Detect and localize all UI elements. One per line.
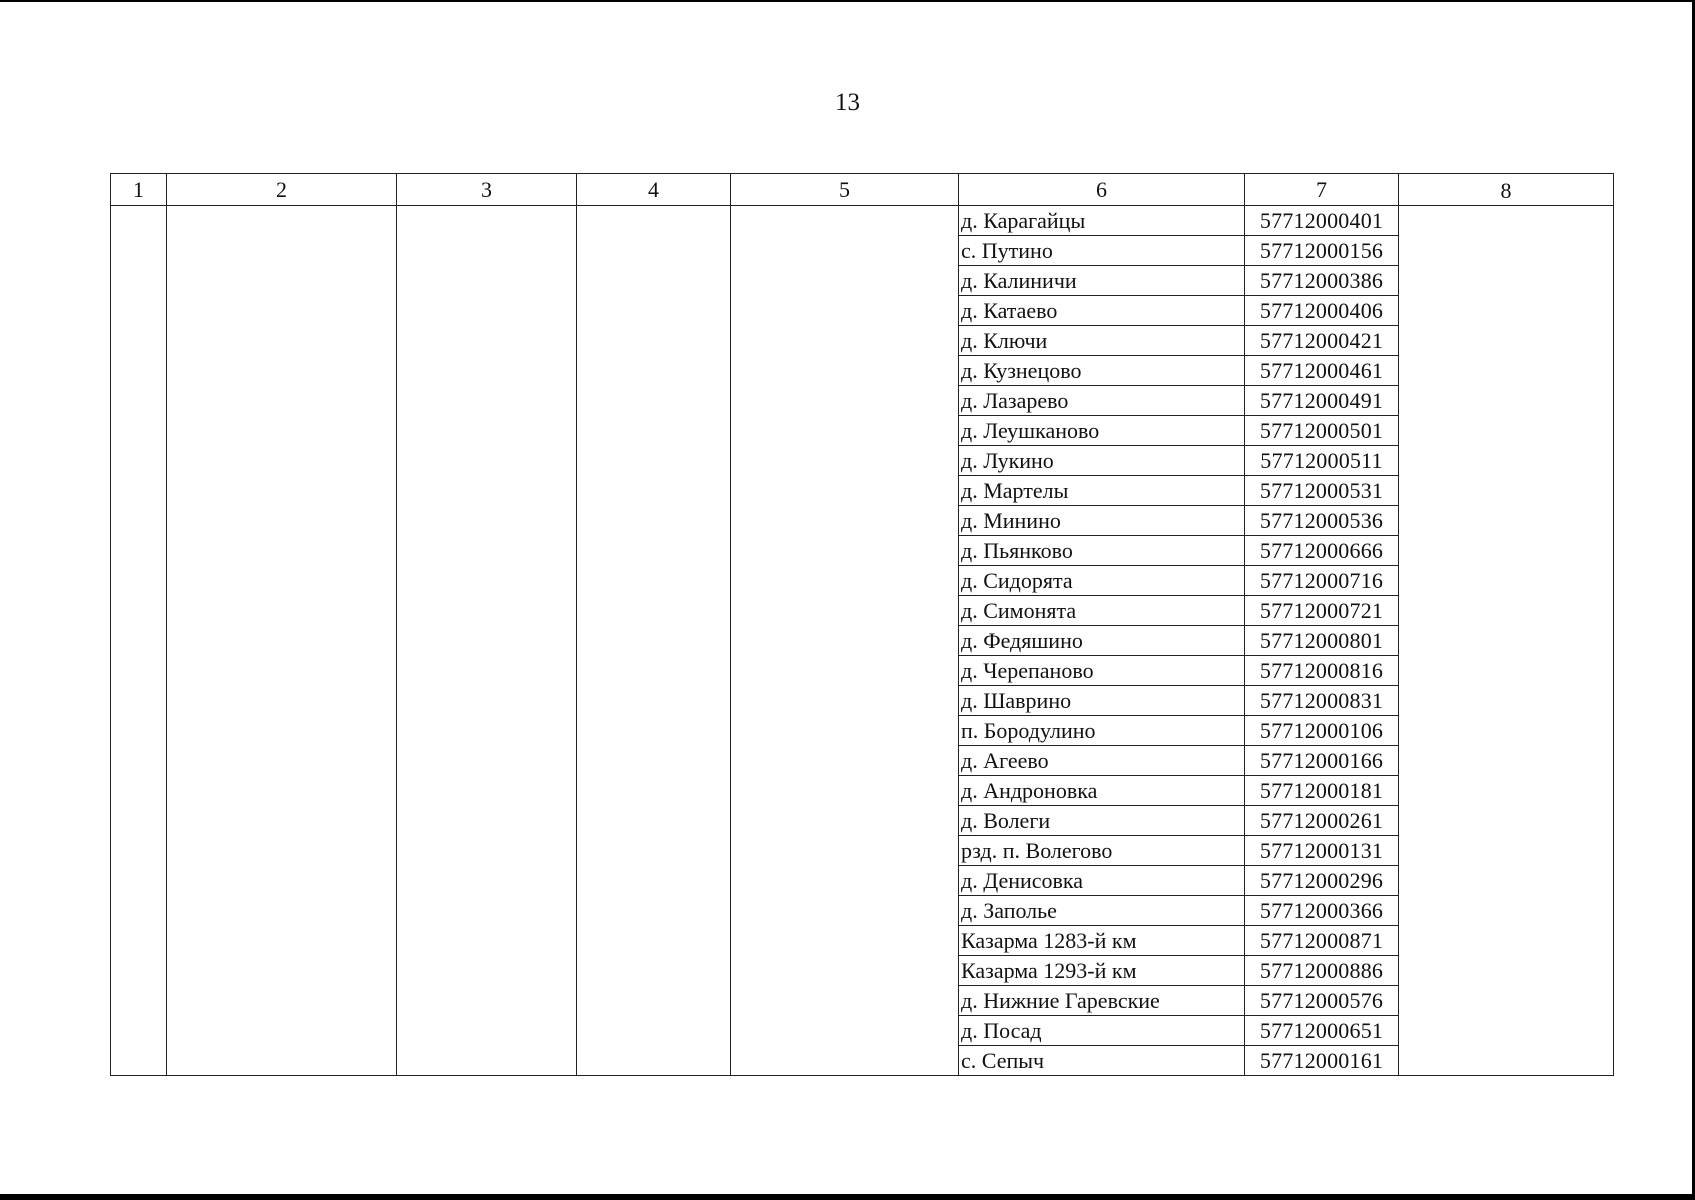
settlement-name-cell: Казарма 1283-й км: [959, 926, 1245, 956]
settlement-name-cell: д. Агеево: [959, 746, 1245, 776]
oktmo-code-cell: 57712000511: [1245, 446, 1399, 476]
table-body: [111, 174, 1614, 1076]
column-header-1: 1: [111, 174, 167, 206]
settlement-name-cell: п. Бородулино: [959, 716, 1245, 746]
column-header-7: 7: [1245, 174, 1399, 206]
oktmo-code-cell: 57712000106: [1245, 716, 1399, 746]
oktmo-code-cell: 57712000721: [1245, 596, 1399, 626]
settlement-name-cell: д. Леушканово: [959, 416, 1245, 446]
oktmo-code-cell: 57712000166: [1245, 746, 1399, 776]
column-header-8: 8: [1399, 174, 1614, 206]
column-3-cell: [397, 206, 577, 1076]
oktmo-code-cell: 57712000666: [1245, 536, 1399, 566]
oktmo-code-cell: 57712000801: [1245, 626, 1399, 656]
oktmo-code-cell: 57712000491: [1245, 386, 1399, 416]
oktmo-code-cell: 57712000261: [1245, 806, 1399, 836]
oktmo-code-cell: 57712000461: [1245, 356, 1399, 386]
settlement-name-cell: д. Волеги: [959, 806, 1245, 836]
header-row: [111, 174, 1614, 206]
column-8-cell: [1399, 206, 1614, 1076]
oktmo-code-cell: 57712000871: [1245, 926, 1399, 956]
scan-edge-top: [0, 0, 1695, 2]
settlement-name-cell: д. Андроновка: [959, 776, 1245, 806]
oktmo-code-cell: 57712000501: [1245, 416, 1399, 446]
settlement-name-cell: д. Посад: [959, 1016, 1245, 1046]
settlement-name-cell: д. Мартелы: [959, 476, 1245, 506]
settlement-name-cell: д. Кузнецово: [959, 356, 1245, 386]
oktmo-code-cell: 57712000296: [1245, 866, 1399, 896]
settlement-name-cell: д. Катаево: [959, 296, 1245, 326]
column-header-4: 4: [577, 174, 731, 206]
oktmo-code-cell: 57712000531: [1245, 476, 1399, 506]
oktmo-code-cell: 57712000156: [1245, 236, 1399, 266]
oktmo-code-cell: 57712000886: [1245, 956, 1399, 986]
settlement-name-cell: д. Ключи: [959, 326, 1245, 356]
column-header-3: 3: [397, 174, 577, 206]
settlements-table: [110, 173, 1614, 1076]
column-header-6: 6: [959, 174, 1245, 206]
settlement-name-cell: д. Калиничи: [959, 266, 1245, 296]
settlement-name-cell: д. Карагайцы: [959, 206, 1245, 236]
settlement-name-cell: д. Лукино: [959, 446, 1245, 476]
oktmo-code-cell: 57712000536: [1245, 506, 1399, 536]
settlement-name-cell: с. Путино: [959, 236, 1245, 266]
settlement-name-cell: д. Заполье: [959, 896, 1245, 926]
settlement-name-cell: д. Нижние Гаревские: [959, 986, 1245, 1016]
column-2-cell: [167, 206, 397, 1076]
settlement-name-cell: с. Сепыч: [959, 1046, 1245, 1076]
oktmo-code-cell: 57712000386: [1245, 266, 1399, 296]
column-header-2: 2: [167, 174, 397, 206]
settlement-name-cell: д. Симонята: [959, 596, 1245, 626]
settlement-name-cell: д. Денисовка: [959, 866, 1245, 896]
table-row: [111, 206, 1614, 236]
column-header-5: 5: [731, 174, 959, 206]
column-4-cell: [577, 206, 731, 1076]
oktmo-code-cell: 57712000576: [1245, 986, 1399, 1016]
scan-edge-bottom: [0, 1194, 1695, 1200]
settlement-name-cell: д. Сидорята: [959, 566, 1245, 596]
oktmo-code-cell: 57712000181: [1245, 776, 1399, 806]
oktmo-code-cell: 57712000421: [1245, 326, 1399, 356]
column-5-cell: [731, 206, 959, 1076]
oktmo-code-cell: 57712000131: [1245, 836, 1399, 866]
oktmo-code-cell: 57712000366: [1245, 896, 1399, 926]
settlement-name-cell: д. Черепаново: [959, 656, 1245, 686]
page-number: 13: [835, 89, 860, 116]
oktmo-code-cell: 57712000716: [1245, 566, 1399, 596]
settlement-name-cell: д. Минино: [959, 506, 1245, 536]
settlement-name-cell: рзд. п. Волегово: [959, 836, 1245, 866]
settlement-name-cell: д. Шаврино: [959, 686, 1245, 716]
column-1-cell: [111, 206, 167, 1076]
settlement-name-cell: д. Пьянково: [959, 536, 1245, 566]
oktmo-code-cell: 57712000406: [1245, 296, 1399, 326]
settlement-name-cell: д. Лазарево: [959, 386, 1245, 416]
oktmo-code-cell: 57712000401: [1245, 206, 1399, 236]
oktmo-code-cell: 57712000651: [1245, 1016, 1399, 1046]
settlement-name-cell: д. Федяшино: [959, 626, 1245, 656]
oktmo-code-cell: 57712000831: [1245, 686, 1399, 716]
oktmo-code-cell: 57712000816: [1245, 656, 1399, 686]
settlement-name-cell: Казарма 1293-й км: [959, 956, 1245, 986]
oktmo-code-cell: 57712000161: [1245, 1046, 1399, 1076]
